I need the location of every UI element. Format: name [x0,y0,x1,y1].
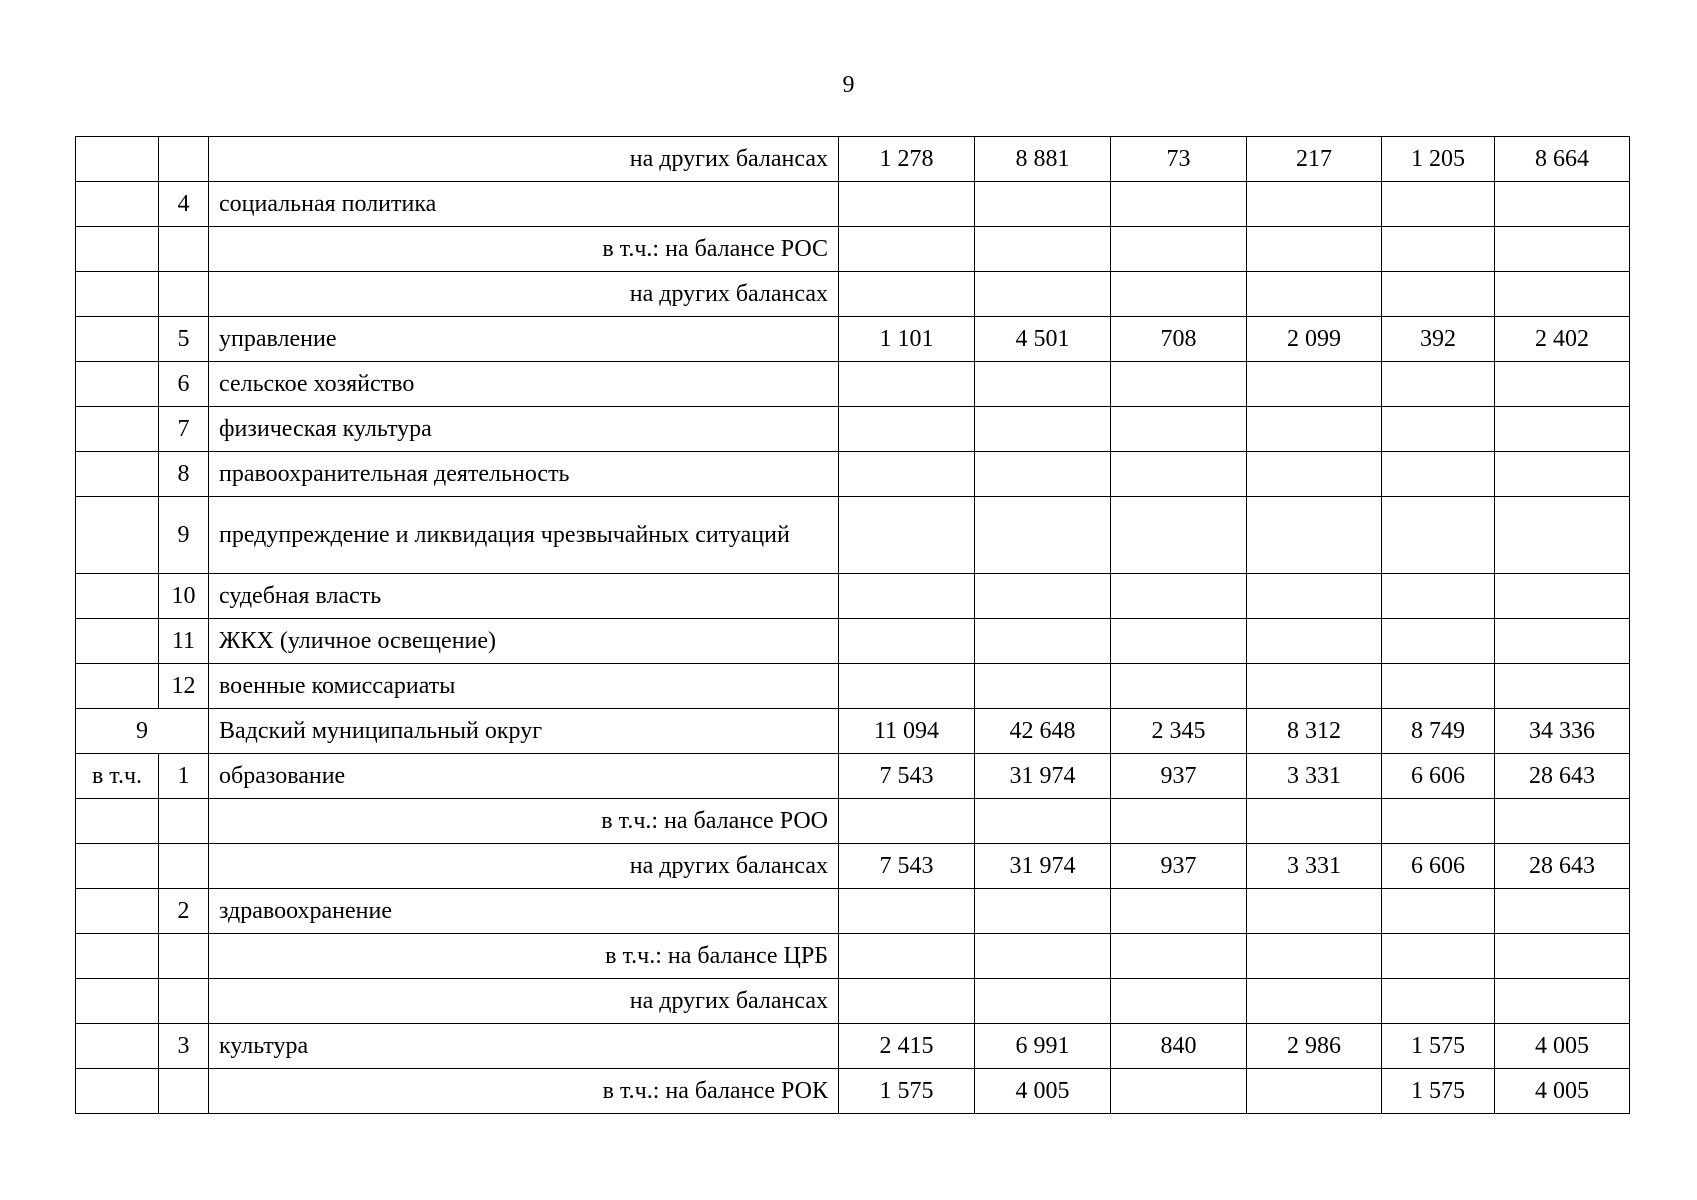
value-cell [975,799,1111,844]
item-number-cell: 8 [159,452,209,497]
value-cell [1495,452,1630,497]
row-label-cell: на других балансах [209,272,839,317]
value-cell: 708 [1111,317,1247,362]
value-cell [1111,182,1247,227]
value-cell: 8 312 [1247,709,1382,754]
value-cell [1495,574,1630,619]
value-cell: 7 543 [839,754,975,799]
value-cell [1247,182,1382,227]
value-cell: 31 974 [975,754,1111,799]
value-cell: 31 974 [975,844,1111,889]
value-cell: 840 [1111,1024,1247,1069]
group-cell [76,227,159,272]
row-label-cell: физическая культура [209,407,839,452]
value-cell [975,497,1111,574]
table-row [76,452,1630,497]
value-cell: 8 749 [1382,709,1495,754]
value-cell [1495,889,1630,934]
value-cell [1111,497,1247,574]
group-cell [76,889,159,934]
value-cell: 937 [1111,754,1247,799]
value-cell [975,452,1111,497]
table-row [76,619,1630,664]
value-cell [1111,889,1247,934]
row-label-cell: на других балансах [209,137,839,182]
value-cell [1111,1069,1247,1114]
value-cell: 28 643 [1495,844,1630,889]
page-number: 9 [842,72,855,98]
group-cell [76,497,159,574]
value-cell [1382,407,1495,452]
value-cell: 3 331 [1247,844,1382,889]
value-cell: 1 101 [839,317,975,362]
value-cell [1382,619,1495,664]
row-number-cell: 9 [76,709,209,754]
value-cell [839,619,975,664]
value-cell [1247,799,1382,844]
item-number-cell [159,844,209,889]
row-label-cell: в т.ч.: на балансе ЦРБ [209,934,839,979]
row-label-cell: социальная политика [209,182,839,227]
table-row [76,889,1630,934]
table-row [76,799,1630,844]
row-label-cell: на других балансах [209,979,839,1024]
value-cell [1495,362,1630,407]
row-label-cell: судебная власть [209,574,839,619]
value-cell [1111,227,1247,272]
group-cell [76,362,159,407]
value-cell: 42 648 [975,709,1111,754]
value-cell [1111,664,1247,709]
row-label-cell: на других балансах [209,844,839,889]
value-cell [1247,272,1382,317]
item-number-cell: 1 [159,754,209,799]
value-cell: 8 881 [975,137,1111,182]
value-cell: 6 606 [1382,754,1495,799]
value-cell [1247,664,1382,709]
item-number-cell: 11 [159,619,209,664]
value-cell [1495,227,1630,272]
value-cell [1111,272,1247,317]
table-row [76,497,1630,574]
value-cell [839,452,975,497]
value-cell: 6 991 [975,1024,1111,1069]
table-row [76,362,1630,407]
group-cell [76,979,159,1024]
group-cell [76,664,159,709]
value-cell [1382,979,1495,1024]
group-cell: в т.ч. [76,754,159,799]
row-label-cell: ЖКХ (уличное освещение) [209,619,839,664]
item-number-cell: 5 [159,317,209,362]
value-cell [975,664,1111,709]
value-cell [1247,407,1382,452]
value-cell [1382,182,1495,227]
group-cell [76,799,159,844]
value-cell [1111,619,1247,664]
value-cell [1111,979,1247,1024]
value-cell [1382,664,1495,709]
value-cell [1111,407,1247,452]
table-row [76,137,1630,182]
item-number-cell [159,799,209,844]
value-cell [975,934,1111,979]
table-row [76,934,1630,979]
value-cell [1111,574,1247,619]
value-cell: 1 575 [1382,1024,1495,1069]
value-cell: 4 005 [1495,1069,1630,1114]
value-cell [1382,272,1495,317]
group-cell [76,1069,159,1114]
table-row [76,709,1630,754]
table-row [76,317,1630,362]
value-cell [1382,799,1495,844]
value-cell [1495,619,1630,664]
value-cell [1247,362,1382,407]
value-cell: 937 [1111,844,1247,889]
value-cell: 2 402 [1495,317,1630,362]
table-row [76,844,1630,889]
value-cell [1247,574,1382,619]
row-label-cell: здравоохранение [209,889,839,934]
row-label-cell: в т.ч.: на балансе РОС [209,227,839,272]
table-row [76,574,1630,619]
value-cell: 3 331 [1247,754,1382,799]
item-number-cell [159,1069,209,1114]
row-label-cell: образование [209,754,839,799]
value-cell [975,574,1111,619]
value-cell: 4 005 [975,1069,1111,1114]
value-cell: 1 575 [1382,1069,1495,1114]
value-cell [1247,979,1382,1024]
value-cell [1495,934,1630,979]
value-cell: 217 [1247,137,1382,182]
value-cell [839,889,975,934]
value-cell [839,934,975,979]
value-cell [1247,934,1382,979]
value-cell [1111,934,1247,979]
value-cell: 6 606 [1382,844,1495,889]
value-cell: 4 005 [1495,1024,1630,1069]
value-cell [1382,452,1495,497]
value-cell: 2 986 [1247,1024,1382,1069]
value-cell: 1 575 [839,1069,975,1114]
row-label-cell: предупреждение и ликвидация чрезвычайных ситуаций [209,497,839,574]
value-cell [839,407,975,452]
value-cell [1382,934,1495,979]
value-cell: 34 336 [1495,709,1630,754]
value-cell: 28 643 [1495,754,1630,799]
data-table [75,136,1630,1114]
row-label-cell: Вадский муниципальный округ [209,709,839,754]
value-cell [1495,799,1630,844]
table-row [76,272,1630,317]
table-row [76,1069,1630,1114]
value-cell [1495,664,1630,709]
table-body [76,137,1630,1114]
value-cell [839,799,975,844]
value-cell [839,182,975,227]
item-number-cell: 3 [159,1024,209,1069]
table-row [76,1024,1630,1069]
value-cell [1495,407,1630,452]
table-row [76,979,1630,1024]
value-cell [1495,497,1630,574]
value-cell: 2 099 [1247,317,1382,362]
value-cell: 8 664 [1495,137,1630,182]
value-cell [839,497,975,574]
value-cell [975,182,1111,227]
group-cell [76,574,159,619]
value-cell [975,407,1111,452]
value-cell [1382,889,1495,934]
value-cell [839,574,975,619]
table-row [76,407,1630,452]
value-cell: 1 205 [1382,137,1495,182]
group-cell [76,844,159,889]
item-number-cell [159,137,209,182]
table-row [76,664,1630,709]
item-number-cell: 6 [159,362,209,407]
item-number-cell: 2 [159,889,209,934]
value-cell: 11 094 [839,709,975,754]
item-number-cell: 12 [159,664,209,709]
value-cell [1382,227,1495,272]
value-cell [1382,362,1495,407]
value-cell [1382,497,1495,574]
row-label-cell: управление [209,317,839,362]
value-cell [839,272,975,317]
row-label-cell: правоохранительная деятельность [209,452,839,497]
value-cell [839,227,975,272]
item-number-cell [159,272,209,317]
value-cell [975,979,1111,1024]
table-row [76,227,1630,272]
row-label-cell: в т.ч.: на балансе РОО [209,799,839,844]
value-cell [975,889,1111,934]
item-number-cell: 7 [159,407,209,452]
value-cell [1495,272,1630,317]
group-cell [76,407,159,452]
value-cell [1247,1069,1382,1114]
value-cell [839,979,975,1024]
group-cell [76,317,159,362]
group-cell [76,934,159,979]
value-cell: 1 278 [839,137,975,182]
value-cell [975,227,1111,272]
value-cell [1247,619,1382,664]
value-cell [1495,979,1630,1024]
item-number-cell: 4 [159,182,209,227]
row-label-cell: культура [209,1024,839,1069]
item-number-cell [159,934,209,979]
row-label-cell: военные комиссариаты [209,664,839,709]
value-cell [1247,452,1382,497]
value-cell [975,619,1111,664]
group-cell [76,452,159,497]
group-cell [76,137,159,182]
value-cell: 2 345 [1111,709,1247,754]
row-label-cell: сельское хозяйство [209,362,839,407]
value-cell: 4 501 [975,317,1111,362]
value-cell [1111,452,1247,497]
row-label-cell: в т.ч.: на балансе РОК [209,1069,839,1114]
value-cell [839,362,975,407]
item-number-cell [159,227,209,272]
value-cell: 7 543 [839,844,975,889]
group-cell [76,182,159,227]
value-cell [1247,889,1382,934]
item-number-cell [159,979,209,1024]
item-number-cell: 9 [159,497,209,574]
table-row [76,754,1630,799]
value-cell [1247,227,1382,272]
group-cell [76,1024,159,1069]
item-number-cell: 10 [159,574,209,619]
value-cell [1111,362,1247,407]
value-cell [975,272,1111,317]
value-cell [839,664,975,709]
value-cell: 392 [1382,317,1495,362]
value-cell [1247,497,1382,574]
value-cell [1495,182,1630,227]
value-cell: 2 415 [839,1024,975,1069]
value-cell: 73 [1111,137,1247,182]
value-cell [975,362,1111,407]
value-cell [1382,574,1495,619]
group-cell [76,619,159,664]
group-cell [76,272,159,317]
table-row [76,182,1630,227]
value-cell [1111,799,1247,844]
